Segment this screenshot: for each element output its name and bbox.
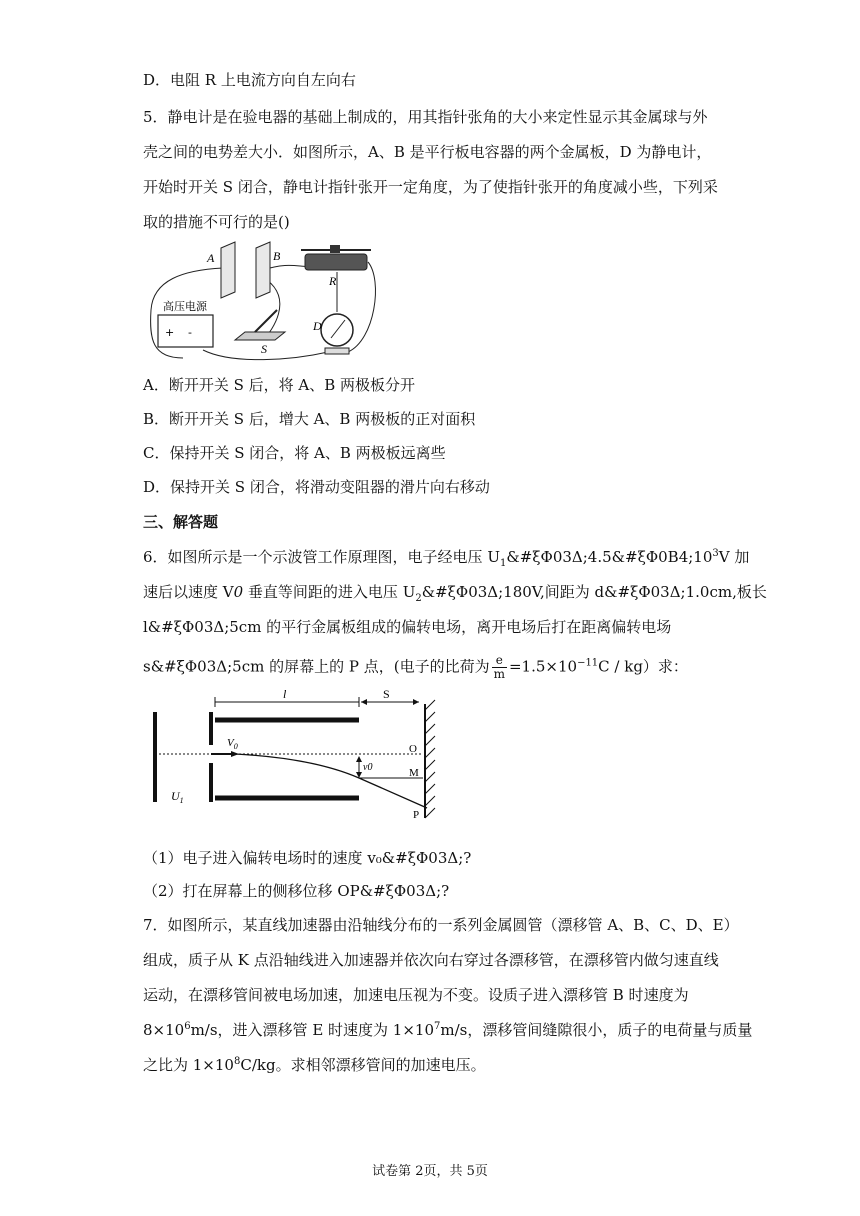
q6-subquestion-1: （1）电子进入偏转电场时的速度 v₀&#ξΦ03Δ;? bbox=[143, 849, 472, 867]
switch-s bbox=[235, 332, 285, 340]
plus-sign: + bbox=[165, 326, 175, 339]
label-u1: $U_1$ bbox=[171, 789, 184, 805]
q7-stem-line-5: 之比为 $1\times 10^8C/kg$。求相邻漂移管间的加速电压。 bbox=[143, 1056, 486, 1074]
label-s: S bbox=[261, 342, 267, 356]
page-footer: 试卷第 2页，共 5页 bbox=[372, 1164, 488, 1179]
q6-stem-line-3: l&#ξΦ03Δ;5cm 的平行金属板组成的偏转电场，离开电场后打在距离偏转电场 bbox=[143, 618, 672, 636]
q5-stem-line-4: 取的措施不可行的是() bbox=[143, 213, 290, 231]
label-r: R bbox=[329, 274, 337, 288]
label-a: A bbox=[207, 251, 215, 265]
q5-option-d: D．保持开关 S 闭合，将滑动变阻器的滑片向右移动 bbox=[143, 478, 490, 496]
q6-stem-line-4: s&#ξΦ03Δ;5cm 的屏幕上的 P 点，(电子的比荷为 $\frac{e}{m}$ $=1.5\times 10^{-11}C / kg$）求： bbox=[143, 653, 688, 681]
q7-stem-line-1: 7．如图所示，某直线加速器由沿轴线分布的一系列金属圆管（漂移管 A、B、C、D、E） bbox=[143, 916, 739, 934]
q6-subquestion-2: （2）打在屏幕上的侧移位移 OP&#ξΦ03Δ;? bbox=[143, 882, 450, 900]
switch-lever bbox=[255, 310, 277, 332]
q4-option-d: D．电阻 R 上电流方向自左向右 bbox=[143, 71, 356, 89]
q5-stem-line-2: 壳之间的电势差大小．如图所示，A、B 是平行板电容器的两个金属板，D 为静电计， bbox=[143, 143, 712, 161]
q5-stem-line-3: 开始时开关 S 闭合，静电计指针张开一定角度，为了使指针张开的角度减小些，下列采 bbox=[143, 178, 718, 196]
q5-option-a: A．断开开关 S 后，将 A、B 两极板分开 bbox=[143, 376, 416, 394]
section-heading: 三、解答题 bbox=[143, 513, 219, 531]
label-o: O bbox=[409, 743, 417, 755]
plate-a bbox=[221, 242, 235, 298]
label-v0-vertical: v0 bbox=[363, 762, 373, 773]
label-v0-entry: $V_0$ bbox=[227, 737, 238, 751]
power-label: 高压电源 bbox=[163, 300, 207, 313]
label-d: D bbox=[313, 319, 322, 333]
q7-stem-line-3: 运动，在漂移管间被电场加速，加速电压视为不变。设质子进入漂移管 B 时速度为 bbox=[143, 986, 689, 1004]
label-l: l bbox=[283, 690, 287, 701]
plate-b bbox=[256, 242, 270, 298]
q5-circuit-figure bbox=[143, 240, 383, 365]
q6-stem-line-1: 6．如图所示是一个示波管工作原理图，电子经电压 $U_1\&\#\xi\Phi 03\Delta;4.5\&\#\xi\Phi 0B4;10^3V$ 加 bbox=[143, 548, 750, 569]
q6-stem-line-2: 速后以速度 V0 垂直等间距的进入电压 $U_2\&\#\xi\Phi 03\Delta;180V$,间距为 d&#ξΦ03Δ;1.0cm,板长 bbox=[143, 583, 767, 604]
rheostat-slider bbox=[330, 245, 340, 253]
minus-sign: - bbox=[188, 326, 192, 339]
q6-oscilloscope-figure bbox=[143, 690, 443, 820]
screen-hatching bbox=[425, 700, 435, 818]
rheostat-r bbox=[305, 254, 367, 270]
wire-right bbox=[348, 262, 375, 352]
label-b: B bbox=[273, 249, 281, 263]
label-p: P bbox=[413, 809, 420, 820]
q5-option-c: C．保持开关 S 闭合，将 A、B 两极板远离些 bbox=[143, 444, 446, 462]
q7-stem-line-4: $8\times 10^6m/s$，进入漂移管 E 时速度为 $1\times 10^7m/s$，漂移管间缝隙很小，质子的电荷量与质量 bbox=[143, 1021, 753, 1039]
electrometer-base bbox=[325, 348, 349, 354]
q5-option-b: B．断开开关 S 后，增大 A、B 两极板的正对面积 bbox=[143, 410, 476, 428]
charge-mass-fraction: $\frac{e}{m}$ bbox=[493, 653, 505, 681]
q5-stem-line-1: 5．静电计是在验电器的基础上制成的，用其指针张角的大小来定性显示其金属球与外 bbox=[143, 108, 708, 126]
q7-stem-line-2: 组成，质子从 K 点沿轴线进入加速器并依次向右穿过各漂移管，在漂移管内做匀速直线 bbox=[143, 951, 719, 969]
label-m: M bbox=[409, 767, 419, 779]
label-s-dim: S bbox=[383, 690, 390, 701]
